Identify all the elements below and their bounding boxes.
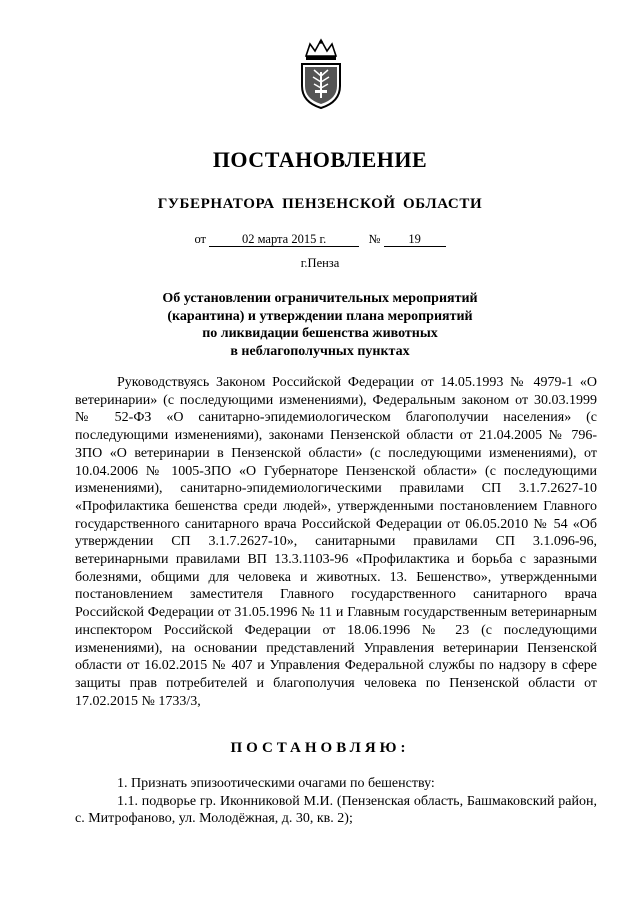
heading-line: Об установлении ограничительных мероприятий [162, 291, 478, 306]
number-prefix: № [368, 232, 381, 246]
decree-item: 1. Признать эпизоотическими очагами по бешенству: [117, 776, 435, 791]
heading-line: (карантина) и утверждении плана мероприятий [167, 308, 473, 324]
document-city: г.Пенза [300, 256, 340, 270]
document-number: 19 [384, 233, 446, 247]
document-date: 02 марта 2015 г. [209, 233, 359, 247]
date-prefix: от [194, 232, 206, 246]
preamble-paragraph: Руководствуясь Законом Российской Федерации от 14.05.1993 № 4979-1 «О ветеринарии» (с последующими изменениями), Федеральным законом от 30.03.1999 № 52-ФЗ «О санитарно-эпидемиологическом благополучии населения» (с последующими изменениями), законами Пензенской области от 21.04.2005 № 796-ЗПО «О ветеринарии в Пензенской области» (с последующими изменениями), от 10.04.2006 № 1005-ЗПО «О Губернаторе Пензенской области» (с последующими изменениями), санитарно-эпидемиологическими правилами СП 3.1.7.2627-10 «Профилактика бешенства среди людей», утвержденными постановлением Главного государственного санитарного врача Российской Федерации от 06.05.2010 № 54 «Об утверждении СП 3.1.7.2627-10», санитарными правилами СП 3.1.096-96, ветеринарными правилами ВП 13.3.1103-96 «Профилактика и борьба с заразными болезнями, общими для человека и животных. 13. Бешенство», утвержденными постановлением заместителя Главного государственного санитарного врача Российской Федерации от 31.05.1996 № 11 и Главным государственным ветеринарным инспектором Российской Федерации от 18.06.1996 № 23 (с последующими изменениями), на основании представлений Управления ветеринарии Пензенской области от 16.02.2015 № 407 и Управления Федеральной службы по надзору в сфере защиты прав потребителей и благополучия человека по Пензенской области от 17.02.2015 № 1733/3, [75, 375, 597, 709]
heading-line: в неблагополучных пунктах [230, 343, 410, 359]
document-title: ПОСТАНОВЛЕНИЕ [212, 147, 428, 172]
heading-line: по ликвидации бешенства животных [202, 326, 438, 341]
document-heading [100, 290, 540, 360]
document-body [75, 374, 597, 710]
decree-word: ПОСТАНОВЛЯЮ: [230, 740, 410, 756]
date-line [0, 232, 640, 247]
coat-of-arms-icon [296, 38, 346, 110]
document-subtitle: ГУБЕРНАТОРА ПЕНЗЕНСКОЙ ОБЛАСТИ [157, 196, 483, 212]
decree-items [75, 775, 597, 828]
decree-item: 1.1. подворье гр. Иконниковой М.И. (Пензенская область, Башмаковский район, с. Митрофаново, ул. Молодёжная, д. 30, кв. 2); [75, 793, 597, 827]
